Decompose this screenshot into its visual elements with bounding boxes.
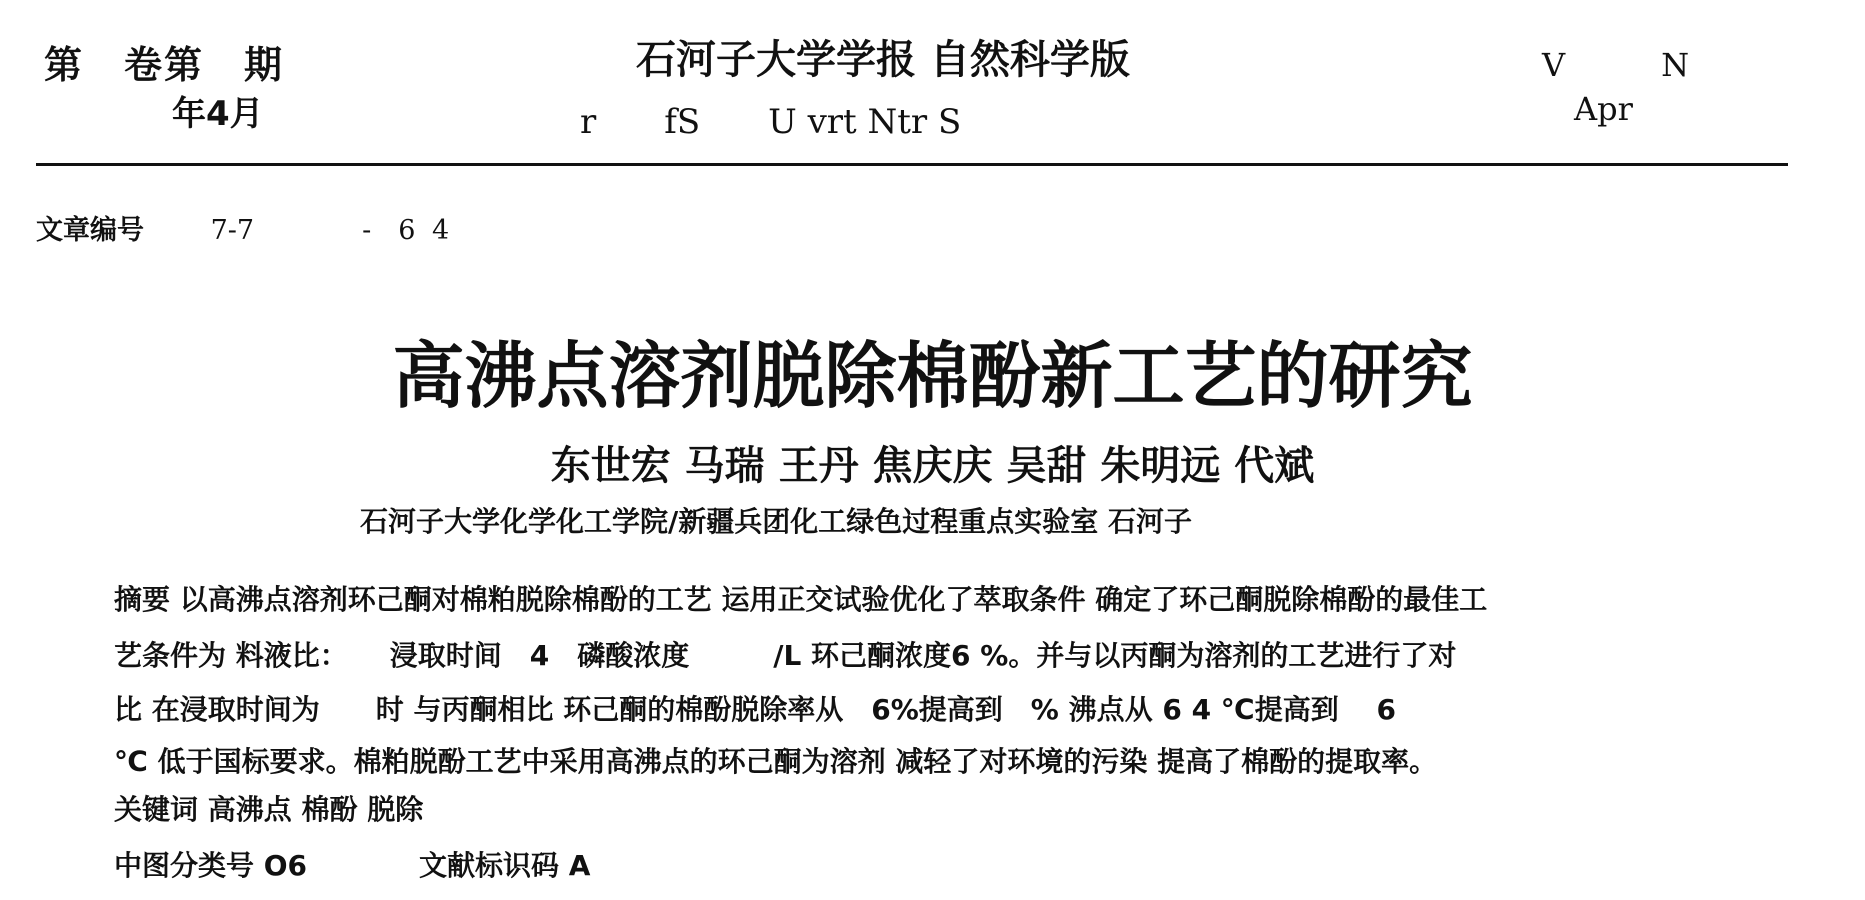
abstract-line-1: 摘要 以高沸点溶剂环己酮对棉粕脱除棉酚的工艺 运用正交试验优化了萃取条件 确定了环己酮脱除棉酚的最佳工 bbox=[114, 583, 1488, 616]
masthead-date: 年4月 bbox=[172, 94, 264, 134]
article-number-value: 7-7 - 6 4 bbox=[210, 215, 450, 246]
journal-title: 石河子大学学报 自然科学版 bbox=[636, 37, 1130, 83]
header-rule bbox=[36, 163, 1788, 166]
article-number-label: 文章编号 bbox=[36, 215, 144, 246]
journal-title-english: r fS U vrt Ntr S bbox=[580, 102, 962, 142]
abstract-line-2: 艺条件为 料液比： 浸取时间 4 磷酸浓度 /L 环己酮浓度6 %。并与以丙酮为溶剂的工艺进行了对 bbox=[114, 639, 1457, 672]
keywords: 关键词 高沸点 棉酚 脱除 bbox=[114, 793, 424, 826]
abstract-line-3: 比 在浸取时间为 时 与丙酮相比 环己酮的棉酚脱除率从 6%提高到 % 沸点从 6 4 ℃提高到 6 bbox=[114, 693, 1396, 726]
author-list: 东世宏 马瑞 王丹 焦庆庆 吴甜 朱明远 代斌 bbox=[550, 443, 1315, 489]
abstract-line-4: ℃ 低于国标要求。棉粕脱酚工艺中采用高沸点的环己酮为溶剂 减轻了对环境的污染 提高了棉酚的提取率。 bbox=[114, 745, 1438, 778]
paper-title: 高沸点溶剂脱除棉酚新工艺的研究 bbox=[392, 334, 1473, 418]
masthead-volume-english: V N bbox=[1542, 46, 1690, 84]
affiliation: 石河子大学化学化工学院/新疆兵团化工绿色过程重点实验室 石河子 bbox=[360, 505, 1192, 538]
masthead-month-english: Apr bbox=[1574, 90, 1633, 128]
article-number bbox=[36, 208, 449, 247]
masthead-volume-issue: 第 卷第 期 bbox=[44, 43, 285, 87]
classification-codes: 中图分类号 O6 文献标识码 A bbox=[114, 849, 591, 882]
